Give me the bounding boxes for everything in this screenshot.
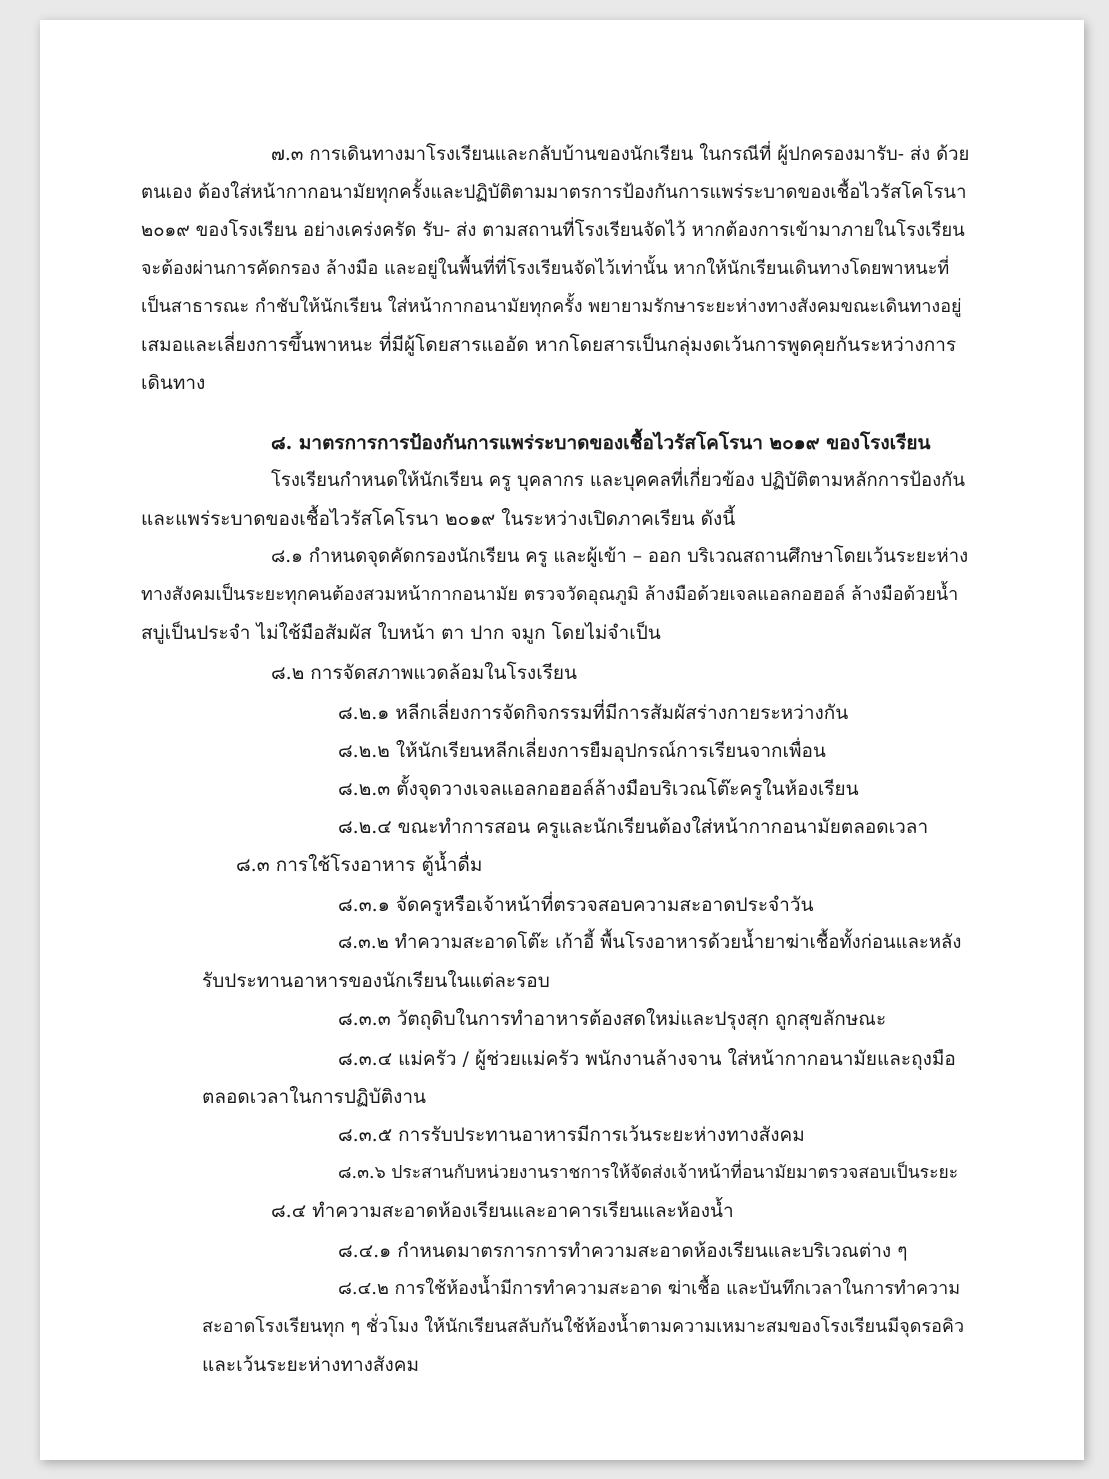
- item-8-4-2-continued: และเว้นระยะห่างทางสังคม: [202, 1354, 420, 1376]
- item-8-1-line: ๘.๑ กำหนดจุดคัดกรองนักเรียน ครู และผู้เข้า – ออก บริเวณสถานศึกษาโดยเว้นระยะห่าง: [271, 546, 969, 567]
- item-8-2-4: ๘.๒.๔ ขณะทำการสอน ครูและนักเรียนต้องใส่หน้ากากอนามัยตลอดเวลา: [338, 816, 929, 838]
- item-8-3-2: ๘.๓.๒ ทำความสะอาดโต๊ะ เก้าอี้ พื้นโรงอาหารด้วยน้ำยาฆ่าเชื้อทั้งก่อนและหลัง: [338, 932, 962, 953]
- item-8-3-heading: ๘.๓ การใช้โรงอาหาร ตู้น้ำดื่ม: [236, 854, 483, 876]
- item-8-4-2-continued: สะอาดโรงเรียนทุก ๆ ชั่วโมง ให้นักเรียนสลับกันใช้ห้องน้ำตามความเหมาะสมของโรงเรียนมีจุดรอคิว: [202, 1316, 965, 1337]
- paragraph-7-3-line: เป็นสาธารณะ กำชับให้นักเรียน ใส่หน้ากากอนามัยทุกครั้ง พยายามรักษาระยะห่างทางสังคมขณะเดินทางอยู่: [141, 296, 962, 317]
- item-8-1-line: สบู่เป็นประจำ ไม่ใช้มือสัมผัส ใบหน้า ตา ปาก จมูก โดยไม่จำเป็น: [141, 622, 661, 644]
- item-8-3-1: ๘.๓.๑ จัดครูหรือเจ้าหน้าที่ตรวจสอบความสะอาดประจำวัน: [338, 894, 814, 916]
- item-8-3-3: ๘.๓.๓ วัตถุดิบในการทำอาหารต้องสดใหม่และปรุงสุก ถูกสุขลักษณะ: [338, 1008, 887, 1030]
- item-8-3-4-continued: ตลอดเวลาในการปฏิบัติงาน: [202, 1086, 427, 1108]
- paragraph-7-3-line: ตนเอง ต้องใส่หน้ากากอนามัยทุกครั้งและปฏิบัติตามมาตรการป้องกันการแพร่ระบาดของเชื้อไวรัสโคโรนา: [141, 182, 967, 203]
- item-8-2-heading: ๘.๒ การจัดสภาพแวดล้อมในโรงเรียน: [271, 662, 578, 684]
- paragraph-7-3-line: เสมอและเลี่ยงการขึ้นพาหนะ ที่มีผู้โดยสารแออัด หากโดยสารเป็นกลุ่มงดเว้นการพูดคุยกันระหว่างการ: [141, 334, 957, 356]
- item-8-4-heading: ๘.๔ ทำความสะอาดห้องเรียนและอาคารเรียนและห้องน้ำ: [271, 1200, 734, 1222]
- item-8-3-5: ๘.๓.๕ การรับประทานอาหารมีการเว้นระยะห่างทางสังคม: [338, 1124, 805, 1146]
- item-8-2-2: ๘.๒.๒ ให้นักเรียนหลีกเลี่ยงการยืมอุปกรณ์การเรียนจากเพื่อน: [338, 740, 826, 762]
- paragraph-7-3-line: เดินทาง: [141, 372, 206, 394]
- item-8-3-2-continued: รับประทานอาหารของนักเรียนในแต่ละรอบ: [202, 970, 550, 992]
- document-page: [40, 20, 1084, 1460]
- section-8-intro-line: และแพร่ระบาดของเชื้อไวรัสโคโรนา ๒๐๑๙ ในระหว่างเปิดภาคเรียน ดังนี้: [141, 508, 736, 530]
- item-8-1-line: ทางสังคมเป็นระยะทุกคนต้องสวมหน้ากากอนามัย ตรวจวัดอุณภูมิ ล้างมือด้วยเจลแอลกอฮอล์ ล้างมือด้วยน้ำ: [141, 584, 959, 605]
- item-8-3-6: ๘.๓.๖ ประสานกับหน่วยงานราชการให้จัดส่งเจ้าหน้าที่อนามัยมาตรวจสอบเป็นระยะ: [338, 1163, 959, 1183]
- paragraph-7-3-line: ๗.๓ การเดินทางมาโรงเรียนและกลับบ้านของนักเรียน ในกรณีที่ ผู้ปกครองมารับ- ส่ง ด้วย: [271, 144, 970, 165]
- section-8-intro-line: โรงเรียนกำหนดให้นักเรียน ครู บุคลากร และบุคคลที่เกี่ยวข้อง ปฏิบัติตามหลักการป้องกัน: [271, 470, 966, 491]
- paragraph-7-3-line: ๒๐๑๙ ของโรงเรียน อย่างเคร่งครัด รับ- ส่ง ตามสถานที่โรงเรียนจัดไว้ หากต้องการเข้ามาภายในโรงเรียน: [141, 220, 965, 241]
- item-8-3-4: ๘.๓.๔ แม่ครัว / ผู้ช่วยแม่ครัว พนักงานล้างจาน ใส่หน้ากากอนามัยและถุงมือ: [338, 1048, 956, 1070]
- item-8-2-3: ๘.๒.๓ ตั้งจุดวางเจลแอลกอฮอล์ล้างมือบริเวณโต๊ะครูในห้องเรียน: [338, 778, 859, 800]
- section-8-heading: ๘. มาตรการการป้องกันการแพร่ระบาดของเชื้อไวรัสโคโรนา ๒๐๑๙ ของโรงเรียน: [271, 432, 931, 454]
- paragraph-7-3-line: จะต้องผ่านการคัดกรอง ล้างมือ และอยู่ในพื้นที่ที่โรงเรียนจัดไว้เท่านั้น หากให้นักเรียนเดินทางโดยพาหนะที่: [141, 258, 950, 279]
- item-8-4-1: ๘.๔.๑ กำหนดมาตรการการทำความสะอาดห้องเรียนและบริเวณต่าง ๆ: [338, 1240, 908, 1262]
- item-8-4-2: ๘.๔.๒ การใช้ห้องน้ำมีการทำความสะอาด ฆ่าเชื้อ และบันทึกเวลาในการทำความ: [338, 1278, 961, 1299]
- item-8-2-1: ๘.๒.๑ หลีกเลี่ยงการจัดกิจกรรมที่มีการสัมผัสร่างกายระหว่างกัน: [338, 702, 849, 724]
